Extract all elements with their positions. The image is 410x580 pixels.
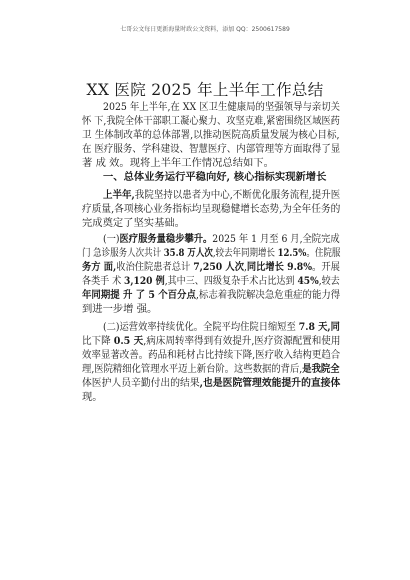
text-run: 我院坚持以患者为中心,不断优化服务流程,提升医 bbox=[134, 189, 341, 201]
bold-text-run: 医疗服务量稳步攀升。 bbox=[119, 233, 213, 245]
text-run: ,其中三、四级复杂手术占比达到 bbox=[164, 275, 298, 287]
text-run: 怀 下,我院全体干部职工凝心聚力、攻坚克难,紧密围绕区域医药 bbox=[82, 115, 340, 127]
paragraph-line bbox=[103, 100, 340, 115]
paragraph-line bbox=[82, 302, 157, 317]
text-run: 全院平均住院日缩短至 bbox=[203, 321, 299, 333]
paragraph-line bbox=[82, 348, 340, 363]
paragraph-line bbox=[82, 334, 340, 349]
document-title: XX 医院 2025 年上半年工作总结 bbox=[86, 81, 324, 99]
bold-text-run: 7,250 人次 bbox=[193, 261, 244, 273]
text-run: 2025 年 1 月至 6 月, bbox=[212, 233, 303, 245]
paragraph-line bbox=[82, 288, 340, 303]
text-run: 理,医院精细化管理水平迈上新台阶。这些数据的背后, bbox=[82, 363, 303, 375]
paragraph-line bbox=[82, 114, 340, 129]
bold-text-run: 12.5% bbox=[277, 247, 307, 259]
text-run: (一) bbox=[103, 233, 120, 245]
text-run: 卫 生体制改革的总体部署,以推动医院高质量发展为核心目标, bbox=[82, 129, 340, 141]
bold-text-run: 35.8 万人次 bbox=[163, 247, 213, 259]
paragraph-line bbox=[82, 128, 340, 143]
paragraph-line bbox=[82, 246, 340, 261]
bold-text-run: 一、总体业务运行平稳向好, 核心指标实现新增长 bbox=[103, 171, 327, 183]
text-run: , bbox=[243, 261, 247, 273]
text-run: 完成奠定了坚实基础。 bbox=[82, 217, 185, 229]
bold-text-run: 同比增长 9.8% bbox=[246, 261, 313, 273]
bold-text-run: 是我院全 bbox=[302, 363, 340, 375]
text-run: 体医护人员辛勤付出的结果 bbox=[82, 377, 200, 389]
paragraph-line bbox=[82, 216, 185, 231]
bold-text-run: 3,120 例 bbox=[124, 275, 165, 287]
paragraph-line bbox=[82, 274, 340, 289]
text-run: 2025 年上半年,在 XX 区卫生健康局的坚强领导与亲切关 bbox=[103, 101, 341, 113]
paragraph-line bbox=[82, 376, 340, 391]
paragraph-line bbox=[82, 202, 340, 217]
text-run: (二) bbox=[103, 321, 120, 333]
paragraph-line bbox=[82, 362, 340, 377]
paragraph-line bbox=[103, 320, 340, 335]
text-run: ,较去年同期增长 bbox=[212, 247, 278, 259]
bold-text-run: ,同 bbox=[327, 321, 340, 333]
text-run: 全院完成 bbox=[302, 233, 340, 245]
paragraph-line bbox=[82, 260, 340, 275]
text-run: 著 成 效。现将上半年工作情况总结如下。 bbox=[82, 157, 274, 169]
text-run: ,病床周转率得到有效提升,医疗资源配置和使用 bbox=[143, 335, 341, 347]
bold-text-run: 7.8 天 bbox=[298, 321, 328, 333]
paragraph-line bbox=[82, 142, 340, 157]
header-note: 七哥公文每日更新海量时政公文资料，添加 QQ：2500617589 bbox=[120, 26, 290, 33]
text-run: 各类手 术 bbox=[82, 275, 125, 287]
paragraph-line bbox=[103, 188, 340, 203]
paragraph-line bbox=[82, 390, 103, 405]
text-run: 效率显著改善。药品和耗材占比持续下降,医疗收入结构更趋合 bbox=[82, 349, 341, 361]
text-run: 到进一步增 强。 bbox=[82, 303, 158, 315]
text-run: 运营效率持续优化。 bbox=[119, 321, 204, 333]
bold-text-run: 上半年, bbox=[103, 189, 135, 201]
text-run: ,较去 bbox=[318, 275, 340, 287]
bold-text-run: ,也是医院管理效能提升的直接体 bbox=[199, 377, 341, 389]
bold-text-run: 务方 面, bbox=[82, 261, 117, 273]
text-run: 。开展 bbox=[312, 261, 340, 273]
text-run: 门 急诊服务人次共计 bbox=[82, 247, 164, 259]
text-run: 现。 bbox=[82, 391, 103, 403]
bold-text-run: 45% bbox=[297, 275, 319, 287]
text-run: 比下降 bbox=[82, 335, 114, 347]
text-run: ,标志着我院解决急危重症的能力得 bbox=[195, 289, 341, 301]
paragraph-line bbox=[82, 156, 274, 171]
text-run: 在 医疗服务、学科建设、智慧医疗、内部管理等方面取得了显 bbox=[82, 143, 341, 155]
text-run: 疗质量,各项核心业务指标均呈现稳健增长态势,为全年任务的 bbox=[82, 203, 341, 215]
bold-text-run: 0.5 天 bbox=[113, 335, 144, 347]
paragraph-line bbox=[103, 170, 326, 185]
text-run: 收治住院患者总计 bbox=[116, 261, 194, 273]
text-run: 。住院服 bbox=[306, 247, 341, 259]
paragraph-line bbox=[103, 232, 340, 247]
bold-text-run: 年同期提 升 了 5 个百分点 bbox=[82, 289, 196, 301]
